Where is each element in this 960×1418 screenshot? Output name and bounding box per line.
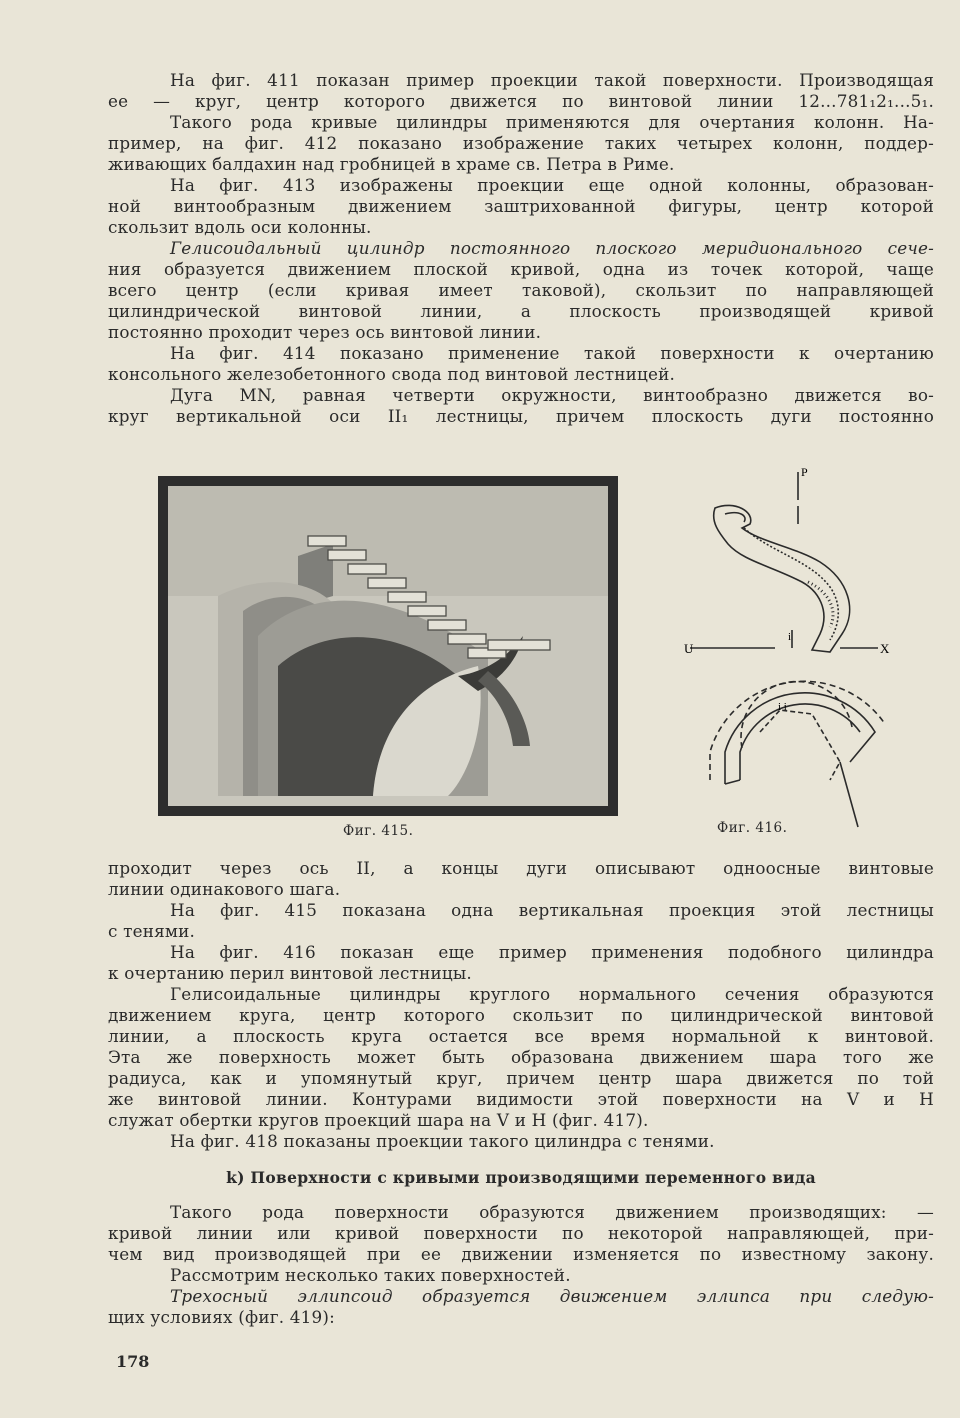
- text-line: проходит через ось II, а концы дуги описывают одноосные винтовые: [108, 858, 934, 878]
- text-line: линии, а плоскость круга остается все время нормальной к винтовой.: [108, 1026, 934, 1046]
- fig416-label-p: P: [801, 465, 808, 479]
- text-line: На фиг. 413 изображены проекции еще одной колонны, образован-: [170, 175, 934, 195]
- text-line: На фиг. 415 показана одна вертикальная проекция этой лестницы: [170, 900, 934, 920]
- text-line: всего центр (если кривая имеет таковой), скользит по направляющей: [108, 280, 934, 300]
- fig416-label-center: i i: [778, 701, 787, 713]
- final-text-block: [108, 1202, 934, 1328]
- text-line: же винтовой линии. Контурами видимости этой поверхности на V и H: [108, 1089, 934, 1109]
- text-line: движением круга, центр которого скользит по цилиндрической винтовой: [108, 1005, 934, 1025]
- text-line-italic: Гелисоидальные цилиндры круглого нормального сечения образуются: [170, 984, 934, 1004]
- text-line: ния образуется движением плоской кривой, одна из точек которой, чаще: [108, 259, 934, 279]
- text-line: чем вид производящей при ее движении изменяется по известному закону.: [108, 1244, 934, 1264]
- fig416-label-u: U: [684, 641, 694, 656]
- text-line: Такого рода поверхности образуются движением производящих: —: [170, 1202, 934, 1222]
- page-number: 178: [116, 1352, 150, 1371]
- fig416-label-x: X: [880, 641, 890, 656]
- text-line: ной винтообразным движением заштрихованной фигуры, центр которой: [108, 196, 934, 216]
- text-line: с тенями.: [108, 921, 196, 941]
- text-line-italic: Гелисоидальный цилиндр постоянного плоского меридионального сече-: [170, 238, 934, 258]
- section-heading: k) Поверхности с кривыми производящими переменного вида: [226, 1168, 816, 1187]
- top-text-block: [108, 70, 934, 427]
- text-line: На фиг. 416 показан еще пример применения подобного цилиндра: [170, 942, 934, 962]
- text-line: постоянно проходит через ось винтовой линии.: [108, 322, 542, 342]
- text-line: щих условиях (фиг. 419):: [108, 1307, 335, 1327]
- text-line: линии одинакового шага.: [108, 879, 341, 899]
- text-line-italic: Трехосный эллипсоид образуется движением эллипса при следую-: [170, 1286, 934, 1306]
- text-line: кривой линии или кривой поверхности по некоторой направляющей, при-: [108, 1223, 934, 1243]
- fig416-label-axis: i: [788, 631, 792, 643]
- text-line: к очертанию перил винтовой лестницы.: [108, 963, 472, 983]
- figure-416-caption: Фиг. 416.: [717, 820, 788, 836]
- text-line: консольного железобетонного свода под винтовой лестницей.: [108, 364, 676, 384]
- text-line: Эта же поверхность может быть образована движением шара того же: [108, 1047, 934, 1067]
- figure-415-caption: Фиг. 415.: [343, 823, 414, 839]
- text-line: живающих балдахин над гробницей в храме св. Петра в Риме.: [108, 154, 675, 174]
- text-line: радиуса, как и упомянутый круг, причем центр шара движется по той: [108, 1068, 934, 1088]
- text-line: Дуга MN, равная четверти окружности, винтообразно движется во-: [170, 385, 934, 405]
- text-line: скользит вдоль оси колонны.: [108, 217, 372, 237]
- text-line: ее — круг, центр которого движется по винтовой линии 12...781₁2₁...5₁.: [108, 91, 934, 111]
- text-line: пример, на фиг. 412 показано изображение таких четырех колонн, поддер-: [108, 133, 934, 153]
- text-line: Такого рода кривые цилиндры применяются для очертания колонн. На-: [170, 112, 934, 132]
- text-line: цилиндрической винтовой линии, а плоскость производящей кривой: [108, 301, 934, 321]
- text-line: На фиг. 414 показано применение такой поверхности к очертанию: [170, 343, 934, 363]
- text-line: круг вертикальной оси II₁ лестницы, причем плоскость дуги постоянно: [108, 406, 934, 426]
- bottom-text-block: [108, 858, 934, 1152]
- text-line: Рассмотрим несколько таких поверхностей.: [170, 1265, 571, 1285]
- figure-416-handrail-drawing: [680, 462, 900, 832]
- figure-415-staircase-image: [158, 476, 618, 816]
- text-line: На фиг. 411 показан пример проекции такой поверхности. Производящая: [170, 70, 934, 90]
- text-line: служат обертки кругов проекций шара на V и H (фиг. 417).: [108, 1110, 649, 1130]
- text-line: На фиг. 418 показаны проекции такого цилиндра с тенями.: [170, 1131, 715, 1151]
